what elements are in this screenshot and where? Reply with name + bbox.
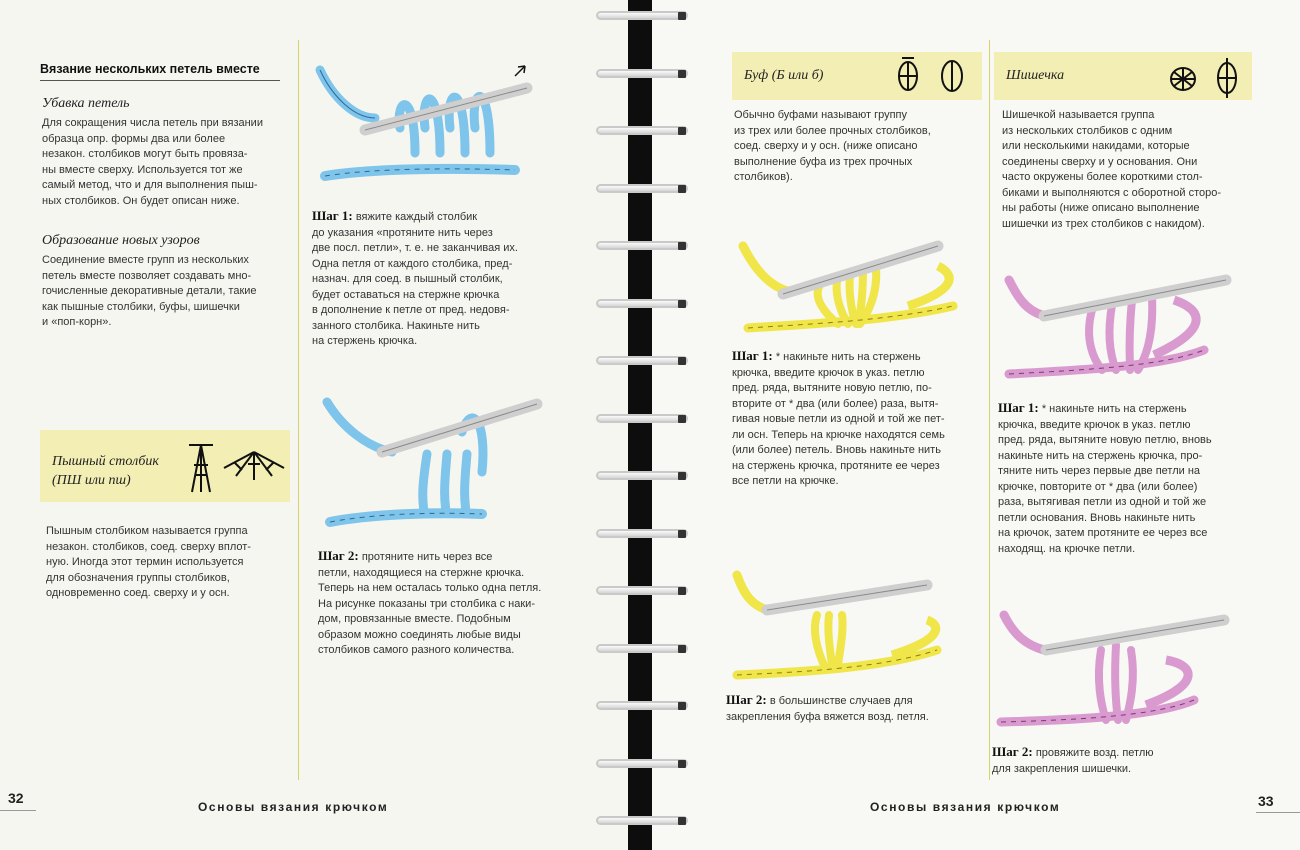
- subheading-patterns: Образование новых узоров: [42, 233, 200, 248]
- spiral-ring: [596, 756, 688, 772]
- column-divider: [298, 40, 299, 780]
- page-number-right: 33: [1258, 793, 1274, 809]
- spiral-ring: [596, 8, 688, 24]
- column-divider: [989, 40, 990, 780]
- section-heading: Вязание нескольких петель вместе: [40, 62, 260, 76]
- bobble-text: Обычно буфами называют группу из трех или более прочных столбиков, соед. сверху и у осн. (ниже описано выполнение буфа из трех прочных столбиков).: [734, 109, 931, 183]
- page-number-left: 32: [8, 790, 24, 806]
- bobble-step1-text: Шаг 1: * накиньте нить на стержень крючка, введите крючок в указ. петлю пред. ряда, вытяните новую петлю, по- вторите от * два (или более) раза, вытя- гивая новые петли из одной и той же пет- ли осн. Теперь на крючке находятся семь (или более) петель. Вновь накиньте нить на стержень крючка, протяните ее через все петли на крючке.: [732, 348, 945, 487]
- puff-stitch-title: Пышный столбик (ПШ или пш): [52, 454, 159, 488]
- spiral-ring: [596, 238, 688, 254]
- page-number-rule: [1256, 812, 1300, 813]
- cluster-oval-symbol-icon: [1212, 56, 1242, 100]
- step2-text: Шаг 2: протяните нить через все петли, находящиеся на стержне крючка. Теперь на нем осталась только одна петля. На рисунке показаны три столбика с наки- дом, провязанные вместе. Подобным образом можно соединять любые виды столбиков самого разного количества.: [318, 548, 542, 656]
- bobble-oval-symbol-icon: [938, 56, 966, 96]
- spiral-ring: [596, 411, 688, 427]
- spiral-ring: [596, 698, 688, 714]
- spiral-ring: [596, 526, 688, 542]
- step1-text: Шаг 1: вяжите каждый столбик до указания «протяните нить через две посл. петли», т. е. не заканчивая их. Одна петля от каждого столбика, пред- назнач. для соед. в пышный столбик, будет оставаться на стержне крючка в дополнение к петле от пред. недовя- занного столбика. Накиньте нить на стержень крючка.: [312, 208, 518, 347]
- puff-fan-symbol-icon: [222, 446, 286, 482]
- spiral-ring: [596, 296, 688, 312]
- cluster-text: Шишечкой называется группа из нескольких столбиков с одним или несколькими накидами, которые соединены сверху и у основания. Они часто окружены более короткими стол- биками и выполняются с оборотной сторо- ны работы (ниже описано выполнение шишечки из трех столбиков с накидом).: [1002, 109, 1221, 230]
- puff-stitch-text: Пышным столбиком называется группа незакон. столбиков, соед. сверху вплот- ную. Иногда этот термин используется для обозначения группы столбиков, одновременно соед. сверху и у осн.: [46, 525, 251, 599]
- page-number-rule: [0, 810, 36, 811]
- bobble-step2-text: Шаг 2: в большинстве случаев для закрепления буфа вяжется возд. петля.: [726, 692, 929, 723]
- cluster-step2-illustration: [996, 610, 1228, 735]
- right-page: [640, 0, 1300, 850]
- bobble-title: Буф (Б или б): [744, 68, 824, 83]
- cluster-title: Шишечка: [1006, 68, 1065, 83]
- heading-rule: [40, 80, 280, 81]
- subheading-decrease: Убавка петель: [42, 96, 130, 111]
- cluster-symbol-icon: [1168, 64, 1198, 94]
- spiral-ring: [596, 468, 688, 484]
- footer-left: Основы вязания крючком: [198, 800, 389, 814]
- spiral-ring: [596, 123, 688, 139]
- spiral-ring: [596, 641, 688, 657]
- decrease-text: Для сокращения числа петель при вязании образца опр. формы два или более незакон. столбиков могут быть провяза- ны вместе сверху. Используется тот же самый метод, что и для выполнения пыш- ных столбиков. Он будет описан ниже.: [42, 117, 263, 207]
- bobble-symbol-icon: [894, 56, 922, 96]
- left-page: [0, 0, 635, 850]
- spiral-ring: [596, 181, 688, 197]
- puff-symbol-icon: [186, 440, 216, 495]
- bobble-step2-illustration: [732, 570, 962, 680]
- bobble-step1-illustration: [738, 236, 968, 336]
- footer-right: Основы вязания крючком: [870, 800, 1061, 814]
- cluster-step1-text: Шаг 1: * накиньте нить на стержень крючка, введите крючок в указ. петлю пред. ряда, вытяните новую петлю, вновь накиньте нить на стержень крючка, про- тяните нить через первые две петли на крючке, повторите от * два (или более) раза, вытягивая петли из одной и той же петли основания. Вновь накиньте нить на крючок, затем протяните ее через все находящ. на крючке петли.: [998, 400, 1212, 555]
- spiral-ring: [596, 813, 688, 829]
- cluster-step2-text: Шаг 2: провяжите возд. петлю для закрепления шишечки.: [992, 744, 1154, 775]
- cluster-step1-illustration: [1004, 270, 1236, 390]
- patterns-text: Соединение вместе групп из нескольких петель вместе позволяет создавать мно- гочисленные декоративные детали, такие как пышные столбики, буфы, шишечки и «поп-корн».: [42, 254, 257, 328]
- step2-illustration: [322, 392, 552, 532]
- spiral-ring: [596, 583, 688, 599]
- spiral-ring: [596, 353, 688, 369]
- spiral-ring: [596, 66, 688, 82]
- step1-illustration: [315, 58, 545, 188]
